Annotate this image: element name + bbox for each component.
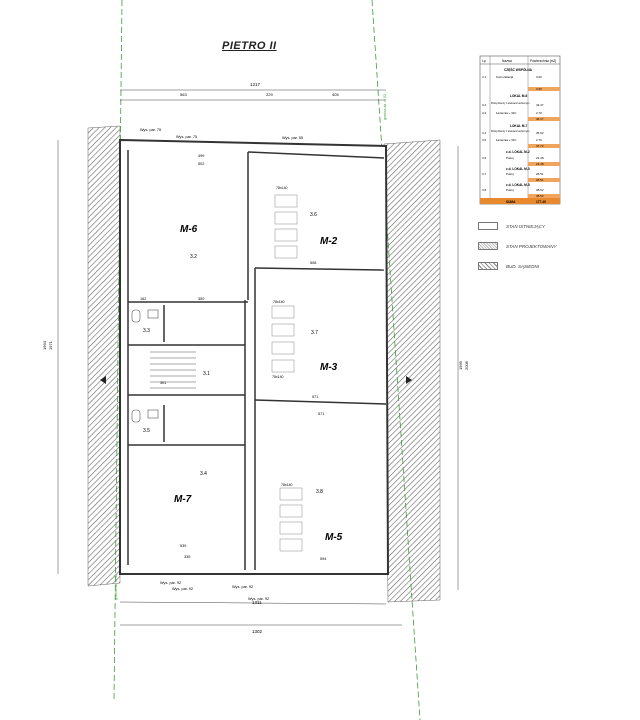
dimension-m6: 502 xyxy=(198,162,205,166)
window-size-label: 78x140 xyxy=(276,186,288,190)
sill-label: Wys. par. 92 xyxy=(232,585,254,589)
table-cell-lp: 3.5 xyxy=(482,138,487,142)
table-cell-lp: 3.3 xyxy=(482,111,487,115)
room-label-m5: M-5 xyxy=(325,532,343,543)
table-cell-value: 43.47 xyxy=(536,103,544,107)
dimension-left-total-2: 1971 xyxy=(48,341,53,350)
area-table xyxy=(480,56,560,204)
table-header-lp: Lp. xyxy=(482,59,487,63)
sill-label: Wys. par. 75 xyxy=(140,128,162,132)
dimension-bottom-total-2: 1302 xyxy=(252,629,263,634)
boundary-label-left: granica dz. nr 11 xyxy=(114,574,118,600)
window-size-label: 78x140 xyxy=(281,483,293,487)
table-cell-name: Pokój dzienny z aneksem kuchennym xyxy=(491,103,530,105)
table-cell-value: 2.70 xyxy=(536,111,542,115)
dimension-stair: 301 xyxy=(160,381,167,385)
dimension-m3: 571 xyxy=(312,395,319,399)
legend-label-neighbour: BUD. SĄSIEDNI xyxy=(506,263,540,269)
table-cell-lp: 3.1 xyxy=(482,75,487,79)
table-cell-value: 3.09 xyxy=(536,75,542,79)
dimension-top-part: 405 xyxy=(332,92,339,97)
table-subtotal: 28.51 xyxy=(536,178,544,182)
table-cell-name: Pokój xyxy=(506,172,514,176)
table-cell-name: Pokój xyxy=(506,156,514,160)
legend-label-existing: STAN ISTNIEJĄCY xyxy=(506,223,545,229)
building-outline xyxy=(120,140,388,574)
table-cell-name: Komunikacja xyxy=(496,75,514,79)
table-cell-value: 2.70 xyxy=(536,138,542,142)
table-section: c.d. LOKAL M-2 xyxy=(506,150,530,154)
table-cell-value: 23.48 xyxy=(536,156,544,160)
dimension-m6: 499 xyxy=(198,154,205,158)
dimension-top-part: 229 xyxy=(266,92,273,97)
table-section: LOKAL M-6 xyxy=(510,94,528,98)
dimension-m7: 335 xyxy=(184,555,191,559)
sill-label: Wys. par. 92 xyxy=(160,581,182,585)
dimension-bottom-total: 1311 xyxy=(252,600,262,605)
dimension-m5: 571 xyxy=(318,412,325,416)
table-cell-lp: 3.6 xyxy=(482,156,487,160)
room-area-m5: 3.8 xyxy=(316,489,323,495)
table-subtotal: 3.09 xyxy=(536,87,542,91)
table-cell-name: Pokój xyxy=(506,188,514,192)
table-cell-name: Pokój dzienny z aneksem kuchennym xyxy=(491,131,530,133)
table-header-name: Nazwa xyxy=(502,59,512,63)
table-header-area: Powierzchnia [m2] xyxy=(530,59,557,63)
table-cell-name: Łazienka + WC xyxy=(496,138,517,142)
dimension-left-total: 1994 xyxy=(42,341,47,350)
dimension-right-total-2: 2006 xyxy=(464,361,469,370)
neighbour-building-left xyxy=(88,126,120,586)
dimension-m5: 594 xyxy=(320,557,327,561)
legend-existing xyxy=(478,222,545,230)
room-area-m7: 3.4 xyxy=(200,471,207,477)
table-total-label: SUMA xyxy=(506,200,516,204)
table-cell-lp: 3.7 xyxy=(482,172,487,176)
room-label-bath-upper: 3.3 xyxy=(143,328,150,334)
table-cell-value: 38.52 xyxy=(536,188,544,192)
boundary-label-right: granica dz. nr 52 xyxy=(383,93,387,120)
table-cell-lp: 3.2 xyxy=(482,103,487,107)
sill-label: Wys. par. 92 xyxy=(172,587,194,591)
table-subtotal: 23.48 xyxy=(536,162,544,166)
sill-label: Wys. par. 92 xyxy=(248,597,270,601)
room-label-m2: M-2 xyxy=(320,236,338,247)
dimension-m6: 162 xyxy=(140,297,147,301)
table-cell-lp: 3.4 xyxy=(482,131,487,135)
dimension-m2: 508 xyxy=(310,261,317,265)
room-area-m3: 3.7 xyxy=(311,330,318,336)
table-subtotal: 37.72 xyxy=(536,144,544,148)
table-cell-value: 35.02 xyxy=(536,131,544,135)
legend-label-project: STAN PROJEKTOWANY xyxy=(506,243,557,249)
legend-swatch-project xyxy=(478,242,498,250)
legend-neighbour xyxy=(478,262,539,270)
page-title: PIETRO II xyxy=(222,40,277,52)
table-subtotal: 46.17 xyxy=(536,117,544,121)
table-subtotal: 38.52 xyxy=(536,194,544,198)
dimension-top-part: 563 xyxy=(180,92,187,97)
room-label-m6: M-6 xyxy=(180,224,198,235)
dimension-right-total: 1999 xyxy=(458,361,463,370)
table-section: LOKAL M-7 xyxy=(510,124,528,128)
window-size-label: 78x140 xyxy=(273,300,285,304)
legend-swatch-existing xyxy=(478,222,498,230)
legend-swatch-neighbour xyxy=(478,262,498,270)
room-label-bath-lower: 3.5 xyxy=(143,428,150,434)
table-cell-lp: 3.8 xyxy=(482,188,487,192)
table-cell-name: Łazienka + WC xyxy=(496,111,517,115)
sill-label: Wys. par. 55 xyxy=(282,136,304,140)
room-area-m6: 3.2 xyxy=(190,254,197,260)
sill-label: Wys. par. 75 xyxy=(176,135,198,139)
window-size-label: 78x140 xyxy=(272,375,284,379)
neighbour-building-right xyxy=(384,140,440,602)
room-area-m2: 3.6 xyxy=(310,212,317,218)
table-section: CZĘŚĆ WSPÓLNA xyxy=(504,68,532,72)
table-total-value: 177.49 xyxy=(536,200,546,204)
room-label-stair: 3.1 xyxy=(203,371,210,377)
dimension-top-total: 1217 xyxy=(250,82,261,87)
table-cell-value: 28.51 xyxy=(536,172,544,176)
dimension-m6: 350 xyxy=(198,297,205,301)
room-label-m7: M-7 xyxy=(174,494,192,505)
table-section: c.d. LOKAL M-5 xyxy=(506,183,530,187)
dimension-m7: 539 xyxy=(180,544,187,548)
legend-project xyxy=(478,242,557,250)
table-section: c.d. LOKAL M-3 xyxy=(506,167,530,171)
room-label-m3: M-3 xyxy=(320,362,338,373)
